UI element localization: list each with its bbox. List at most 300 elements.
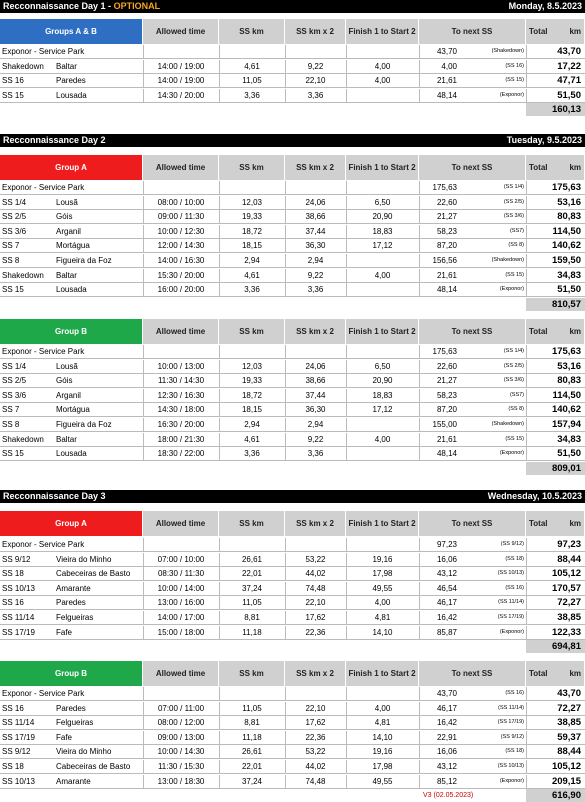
- row-total: 97,23: [557, 539, 581, 550]
- ss-km: 4,61: [244, 270, 260, 280]
- allowed-time: 18:30 / 22:00: [157, 449, 205, 459]
- row-total: 114,50: [552, 225, 581, 237]
- table-row: [0, 433, 585, 447]
- ss-km-x2: 9,22: [307, 270, 324, 280]
- to-next-ref: (SS 16): [505, 62, 524, 69]
- ss-km: [219, 45, 285, 58]
- col-header-total: [526, 19, 585, 44]
- to-next-ref: (SS 16): [505, 690, 524, 696]
- to-next-ref: (Shakedown): [491, 257, 524, 263]
- finish-to-start: [346, 447, 419, 460]
- finish-to-start: [346, 181, 419, 194]
- stage-name: SS 10/13: [2, 583, 35, 593]
- ss-km: 8,81: [244, 718, 260, 728]
- col-header-km-label: km: [569, 519, 581, 528]
- stage-name: SS 11/14: [2, 613, 35, 622]
- stage-location: Vieira do Minho: [56, 554, 112, 564]
- allowed-time: 12:30 / 16:30: [157, 390, 205, 400]
- allowed-time: 14:30 / 20:00: [157, 90, 205, 100]
- ss-km: 18,72: [241, 390, 263, 400]
- cell-divider: [419, 418, 420, 431]
- allowed-time: 11:30 / 14:30: [157, 376, 205, 386]
- row-total: 72,27: [557, 597, 581, 609]
- cell-divider: [419, 374, 420, 387]
- col-header-finish_start: Finish 1 to Start 2: [346, 511, 419, 536]
- finish-to-start: 19,16: [372, 747, 393, 757]
- table-row: [0, 582, 585, 596]
- finish-to-start: 14,10: [372, 627, 393, 637]
- col-header-ss_km_x2: SS km x 2: [285, 661, 346, 686]
- to-next-km: 58,23: [436, 226, 457, 236]
- to-next-ref: (Shakedown): [491, 421, 524, 427]
- to-next-km: 87,20: [436, 241, 457, 251]
- table-row: [0, 60, 585, 74]
- row-total: 114,50: [552, 389, 581, 401]
- stage-location: Góis: [56, 212, 73, 222]
- block-total-sum: 694,81: [526, 640, 585, 653]
- table-row: [0, 745, 585, 759]
- to-next-km: 16,42: [436, 613, 457, 622]
- table-row: [0, 687, 585, 701]
- section-date: Tuesday, 9.5.2023: [506, 135, 582, 145]
- stage-location: Lousada: [56, 285, 87, 295]
- allowed-time: 12:00 / 14:30: [157, 241, 205, 251]
- finish-to-start: [346, 45, 419, 58]
- cell-divider: [419, 760, 420, 773]
- stage-location: Felgueiras: [56, 718, 94, 728]
- allowed-time: 09:00 / 13:00: [157, 732, 205, 742]
- col-header-allowed: Allowed time: [143, 155, 219, 180]
- stage-name: SS 16: [2, 598, 24, 608]
- col-header-ss_km_x2: SS km x 2: [285, 319, 346, 344]
- col-header-finish_start: Finish 1 to Start 2: [346, 661, 419, 686]
- stage-location: Baltar: [56, 270, 77, 280]
- to-next-ref: (SS 1/4): [503, 348, 524, 354]
- stage-name: SS 18: [2, 569, 24, 579]
- finish-to-start: 17,12: [372, 405, 393, 415]
- allowed-time: 10:00 / 13:00: [157, 361, 205, 371]
- stage-name: SS 18: [2, 762, 24, 771]
- stage-name: Shakedown: [2, 270, 44, 280]
- ss-km-x2: [285, 45, 346, 58]
- allowed-time: 14:00 / 19:00: [157, 76, 205, 86]
- row-total: 34,83: [557, 269, 581, 281]
- col-header-total: [526, 511, 585, 536]
- stage-name: Exponor - Service Park: [2, 540, 85, 549]
- table-row: [0, 45, 585, 59]
- to-next-km: 21,61: [436, 270, 457, 280]
- allowed-time: 14:00 / 19:00: [157, 61, 205, 71]
- col-header-km-label: km: [569, 27, 581, 36]
- row-total: 175,63: [551, 182, 581, 193]
- col-header-finish_start: Finish 1 to Start 2: [346, 319, 419, 344]
- block-total-sum: 809,01: [526, 462, 585, 475]
- table-row: [0, 716, 585, 730]
- table-row: [0, 567, 585, 581]
- col-header-ss_km: SS km: [219, 511, 285, 536]
- ss-km-x2: [285, 345, 346, 358]
- allowed-time: 09:00 / 11:30: [157, 212, 205, 222]
- allowed-time: 07:00 / 11:00: [157, 703, 205, 713]
- cell-divider: [419, 225, 420, 238]
- finish-to-start: [346, 89, 419, 102]
- section-header-day1: [0, 0, 585, 13]
- stage-name: SS 17/19: [2, 732, 35, 742]
- finish-to-start: 20,90: [372, 376, 393, 386]
- row-total: 51,50: [557, 448, 581, 460]
- row-total: 38,85: [557, 612, 581, 623]
- ss-km-x2: 22,36: [305, 627, 326, 637]
- row-total: 51,50: [557, 284, 581, 296]
- stage-location: Arganil: [56, 226, 81, 236]
- stage-name: SS 2/5: [2, 212, 27, 222]
- table-row: [0, 181, 585, 195]
- finish-to-start: 4,00: [374, 703, 391, 713]
- row-total: 43,70: [557, 688, 581, 699]
- ss-km: 26,61: [241, 554, 263, 564]
- cell-divider: [419, 687, 420, 700]
- col-header-total: [526, 661, 585, 686]
- finish-to-start: 19,16: [372, 554, 393, 564]
- allowed-time: 07:00 / 10:00: [157, 554, 205, 564]
- stage-name: SS 17/19: [2, 627, 35, 637]
- cell-divider: [419, 596, 420, 609]
- ss-km: 19,33: [241, 212, 263, 222]
- cell-divider: [419, 433, 420, 446]
- to-next-ref: (SS 11/14): [498, 704, 524, 711]
- finish-to-start: 14,10: [372, 732, 393, 742]
- allowed-time: 11:30 / 15:30: [157, 762, 205, 771]
- ss-km: 12,03: [241, 197, 263, 207]
- finish-to-start: 49,55: [372, 583, 393, 593]
- to-next-km: 87,20: [436, 405, 457, 415]
- to-next-ref: (SS7): [509, 227, 524, 234]
- ss-km: 37,24: [241, 776, 263, 786]
- stage-name: Shakedown: [2, 61, 44, 71]
- row-total: 175,63: [551, 346, 581, 357]
- finish-to-start: 17,12: [372, 241, 393, 251]
- cell-divider: [419, 181, 420, 194]
- to-next-ref: (SS 8): [508, 242, 524, 249]
- to-next-km: 22,60: [436, 197, 457, 207]
- table-row: [0, 553, 585, 567]
- to-next-ref: (SS 3/6): [503, 377, 524, 384]
- row-total: 43,70: [557, 46, 581, 57]
- row-total: 88,44: [557, 553, 581, 565]
- col-header-allowed: Allowed time: [143, 319, 219, 344]
- stage-name: Exponor - Service Park: [2, 183, 85, 192]
- stage-name: SS 1/4: [2, 361, 27, 371]
- col-header-finish_start: Finish 1 to Start 2: [346, 155, 419, 180]
- section-title-text: Recconnaissance Day 2: [3, 135, 106, 145]
- group-label: Group A: [0, 155, 143, 180]
- row-total: 38,85: [557, 717, 581, 729]
- row-total: 140,62: [551, 404, 581, 416]
- to-next-ref: (SS 17/19): [497, 614, 524, 620]
- cell-divider: [419, 626, 420, 639]
- table-row: [0, 403, 585, 417]
- ss-km: 3,36: [244, 449, 260, 459]
- section-date: Monday, 8.5.2023: [508, 1, 582, 11]
- to-next-ref: (SS7): [509, 391, 524, 398]
- ss-km-x2: 38,66: [305, 212, 326, 222]
- to-next-ref: (Exponor): [499, 286, 524, 293]
- col-header-total-label: Total: [529, 27, 548, 36]
- stage-location: Paredes: [56, 76, 86, 86]
- col-header-km-label: km: [569, 163, 581, 172]
- to-next-ref: (SS 17/19): [497, 719, 524, 726]
- column-header-row: [0, 319, 585, 344]
- stage-location: Paredes: [56, 703, 86, 713]
- stage-location: Mortágua: [56, 405, 90, 415]
- row-total: 51,50: [557, 89, 581, 101]
- allowed-time: 14:00 / 16:30: [157, 256, 205, 265]
- to-next-km: 48,14: [436, 90, 457, 100]
- stage-name: SS 15: [2, 90, 24, 100]
- to-next-ref: (SS 15): [505, 271, 524, 278]
- section-title: [3, 490, 106, 503]
- col-header-total-label: Total: [529, 327, 548, 336]
- ss-km: 3,36: [244, 90, 260, 100]
- to-next-ref: (Exponor): [499, 91, 524, 98]
- table-row: [0, 702, 585, 716]
- ss-km: [219, 345, 285, 358]
- col-header-total-label: Total: [529, 163, 548, 172]
- cell-divider: [419, 254, 420, 267]
- cell-divider: [419, 89, 420, 102]
- allowed-time: 18:00 / 21:30: [157, 434, 205, 444]
- allowed-time: [143, 345, 219, 358]
- ss-km-x2: 53,22: [305, 554, 326, 564]
- cell-divider: [419, 775, 420, 788]
- col-header-allowed: Allowed time: [143, 661, 219, 686]
- to-next-ref: (Exponor): [499, 450, 524, 457]
- ss-km: [219, 538, 285, 551]
- ss-km-x2: 22,10: [305, 76, 326, 86]
- col-header-total: [526, 319, 585, 344]
- group-label: Group A: [0, 511, 143, 536]
- stage-name: SS 16: [2, 703, 24, 713]
- ss-km-x2: [285, 538, 346, 551]
- table-row: [0, 225, 585, 239]
- ss-km-x2: 24,06: [305, 197, 326, 207]
- row-total: 209,15: [551, 775, 581, 787]
- finish-to-start: 17,98: [372, 762, 393, 771]
- finish-to-start: 18,83: [372, 390, 393, 400]
- cell-divider: [419, 389, 420, 402]
- ss-km: 12,03: [241, 361, 263, 371]
- ss-km: 18,72: [241, 226, 263, 236]
- finish-to-start: 49,55: [372, 776, 393, 786]
- to-next-km: 21,27: [436, 376, 457, 386]
- table-row: [0, 611, 585, 625]
- allowed-time: 13:00 / 16:00: [157, 598, 205, 608]
- section-header-day3: [0, 490, 585, 503]
- row-total: 105,12: [551, 761, 581, 772]
- stage-location: Cabeceiras de Basto: [56, 569, 131, 579]
- table-row: [0, 731, 585, 745]
- to-next-km: 97,23: [436, 540, 457, 549]
- section-title-text: Recconnaissance Day 3: [3, 491, 106, 501]
- ss-km-x2: [285, 181, 346, 194]
- ss-km-x2: 37,44: [305, 390, 326, 400]
- col-header-allowed: Allowed time: [143, 19, 219, 44]
- row-total: 47,71: [557, 75, 581, 87]
- section-title-text: Recconnaissance Day 1 -: [3, 1, 114, 11]
- table-row: [0, 269, 585, 283]
- table-row: [0, 196, 585, 210]
- col-header-to_next: To next SS: [419, 155, 526, 180]
- stage-name: SS 7: [2, 405, 20, 415]
- to-next-ref: (SS 8): [508, 406, 524, 413]
- allowed-time: 13:00 / 18:30: [157, 776, 205, 786]
- to-next-km: 156,56: [432, 256, 457, 265]
- ss-km: 2,94: [244, 420, 260, 429]
- table-row: [0, 374, 585, 388]
- row-total: 88,44: [557, 746, 581, 758]
- section-title: [3, 0, 160, 13]
- ss-km: 11,05: [242, 598, 262, 608]
- optional-label: OPTIONAL: [113, 1, 161, 11]
- cell-divider: [419, 74, 420, 87]
- stage-location: Baltar: [56, 434, 77, 444]
- table-row: [0, 538, 585, 552]
- ss-km: 11,18: [242, 732, 262, 742]
- col-header-ss_km: SS km: [219, 319, 285, 344]
- ss-km: 4,61: [244, 61, 260, 71]
- ss-km: 11,18: [242, 627, 262, 637]
- col-header-km-label: km: [569, 669, 581, 678]
- to-next-km: 48,14: [436, 449, 457, 459]
- column-header-row: [0, 661, 585, 686]
- allowed-time: 08:00 / 10:00: [157, 197, 205, 207]
- to-next-km: 43,12: [436, 762, 457, 771]
- ss-km-x2: 3,36: [307, 90, 324, 100]
- section-date: Wednesday, 10.5.2023: [487, 491, 582, 501]
- stage-name: SS 15: [2, 285, 24, 295]
- allowed-time: 16:30 / 20:00: [157, 420, 205, 429]
- stage-name: SS 2/5: [2, 376, 27, 386]
- group-label: Groups A & B: [0, 19, 143, 44]
- stage-location: Felgueiras: [56, 613, 94, 622]
- to-next-km: 21,61: [436, 76, 457, 86]
- ss-km-x2: 22,10: [305, 598, 326, 608]
- finish-to-start: 6,50: [374, 197, 391, 207]
- ss-km-x2: 38,66: [305, 376, 326, 386]
- col-header-km-label: km: [569, 327, 581, 336]
- ss-km-x2: 24,06: [305, 361, 326, 371]
- cell-divider: [419, 345, 420, 358]
- group-label: Group B: [0, 661, 143, 686]
- to-next-km: 22,60: [436, 361, 457, 371]
- ss-km-x2: 2,94: [307, 256, 324, 265]
- to-next-ref: (SS 2/5): [503, 362, 524, 369]
- column-header-row: [0, 19, 585, 44]
- allowed-time: 14:30 / 18:00: [157, 405, 205, 415]
- to-next-km: 16,42: [436, 718, 457, 728]
- ss-km-x2: 22,36: [305, 732, 326, 742]
- table-row: [0, 626, 585, 640]
- to-next-ref: (SS 2/5): [503, 198, 524, 205]
- to-next-km: 43,12: [436, 569, 457, 579]
- stage-name: Exponor - Service Park: [2, 347, 85, 356]
- col-header-to_next: To next SS: [419, 511, 526, 536]
- to-next-km: 85,87: [436, 627, 457, 637]
- stage-name: SS 7: [2, 241, 20, 251]
- stage-name: Shakedown: [2, 434, 44, 444]
- col-header-ss_km_x2: SS km x 2: [285, 511, 346, 536]
- finish-to-start: 4,00: [374, 61, 391, 71]
- row-total: 53,16: [557, 196, 581, 208]
- stage-location: Figueira da Foz: [56, 256, 112, 265]
- group-label: Group B: [0, 319, 143, 344]
- cell-divider: [419, 538, 420, 551]
- allowed-time: [143, 45, 219, 58]
- allowed-time: [143, 181, 219, 194]
- to-next-ref: (SS 15): [505, 77, 524, 84]
- row-total: 157,94: [551, 419, 581, 430]
- finish-to-start: 20,90: [372, 212, 393, 222]
- finish-to-start: 4,81: [374, 613, 391, 622]
- to-next-km: 43,70: [436, 47, 457, 56]
- to-next-ref: (SS 11/14): [498, 599, 524, 606]
- stage-location: Amarante: [56, 583, 91, 593]
- finish-to-start: 4,00: [374, 76, 391, 86]
- ss-km-x2: [285, 687, 346, 700]
- cell-divider: [419, 283, 420, 296]
- to-next-km: 46,17: [436, 703, 457, 713]
- ss-km: [219, 687, 285, 700]
- col-header-ss_km: SS km: [219, 19, 285, 44]
- ss-km-x2: 36,30: [305, 241, 326, 251]
- row-total: 170,57: [551, 582, 581, 594]
- cell-divider: [419, 239, 420, 252]
- allowed-time: 14:00 / 17:00: [157, 613, 205, 622]
- ss-km-x2: 3,36: [307, 449, 324, 459]
- row-total: 59,37: [557, 731, 581, 743]
- stage-name: SS 8: [2, 256, 20, 265]
- col-header-total: [526, 155, 585, 180]
- to-next-ref: (Shakedown): [491, 48, 524, 54]
- finish-to-start: 4,00: [374, 434, 391, 444]
- to-next-ref: (SS 1/4): [503, 184, 524, 190]
- stage-name: SS 16: [2, 76, 24, 86]
- block-total-sum: 160,13: [526, 103, 585, 116]
- stage-name: SS 1/4: [2, 197, 27, 207]
- to-next-ref: (Exponor): [499, 628, 524, 635]
- ss-km-x2: 9,22: [307, 434, 324, 444]
- stage-location: Lousã: [56, 361, 78, 371]
- row-total: 80,83: [557, 211, 581, 223]
- to-next-km: 21,27: [436, 212, 457, 222]
- finish-to-start: [346, 538, 419, 551]
- allowed-time: [143, 538, 219, 551]
- to-next-km: 175,63: [432, 183, 457, 192]
- row-total: 34,83: [557, 433, 581, 445]
- stage-name: Exponor - Service Park: [2, 47, 85, 56]
- stage-location: Figueira da Foz: [56, 420, 112, 429]
- ss-km: 37,24: [241, 583, 263, 593]
- section-header-day2: [0, 134, 585, 147]
- cell-divider: [419, 196, 420, 209]
- table-row: [0, 447, 585, 461]
- stage-location: Fafe: [56, 627, 73, 637]
- col-header-ss_km: SS km: [219, 661, 285, 686]
- table-row: [0, 254, 585, 268]
- ss-km: 26,61: [241, 747, 263, 757]
- stage-name: SS 9/12: [2, 554, 31, 564]
- stage-location: Fafe: [56, 732, 73, 742]
